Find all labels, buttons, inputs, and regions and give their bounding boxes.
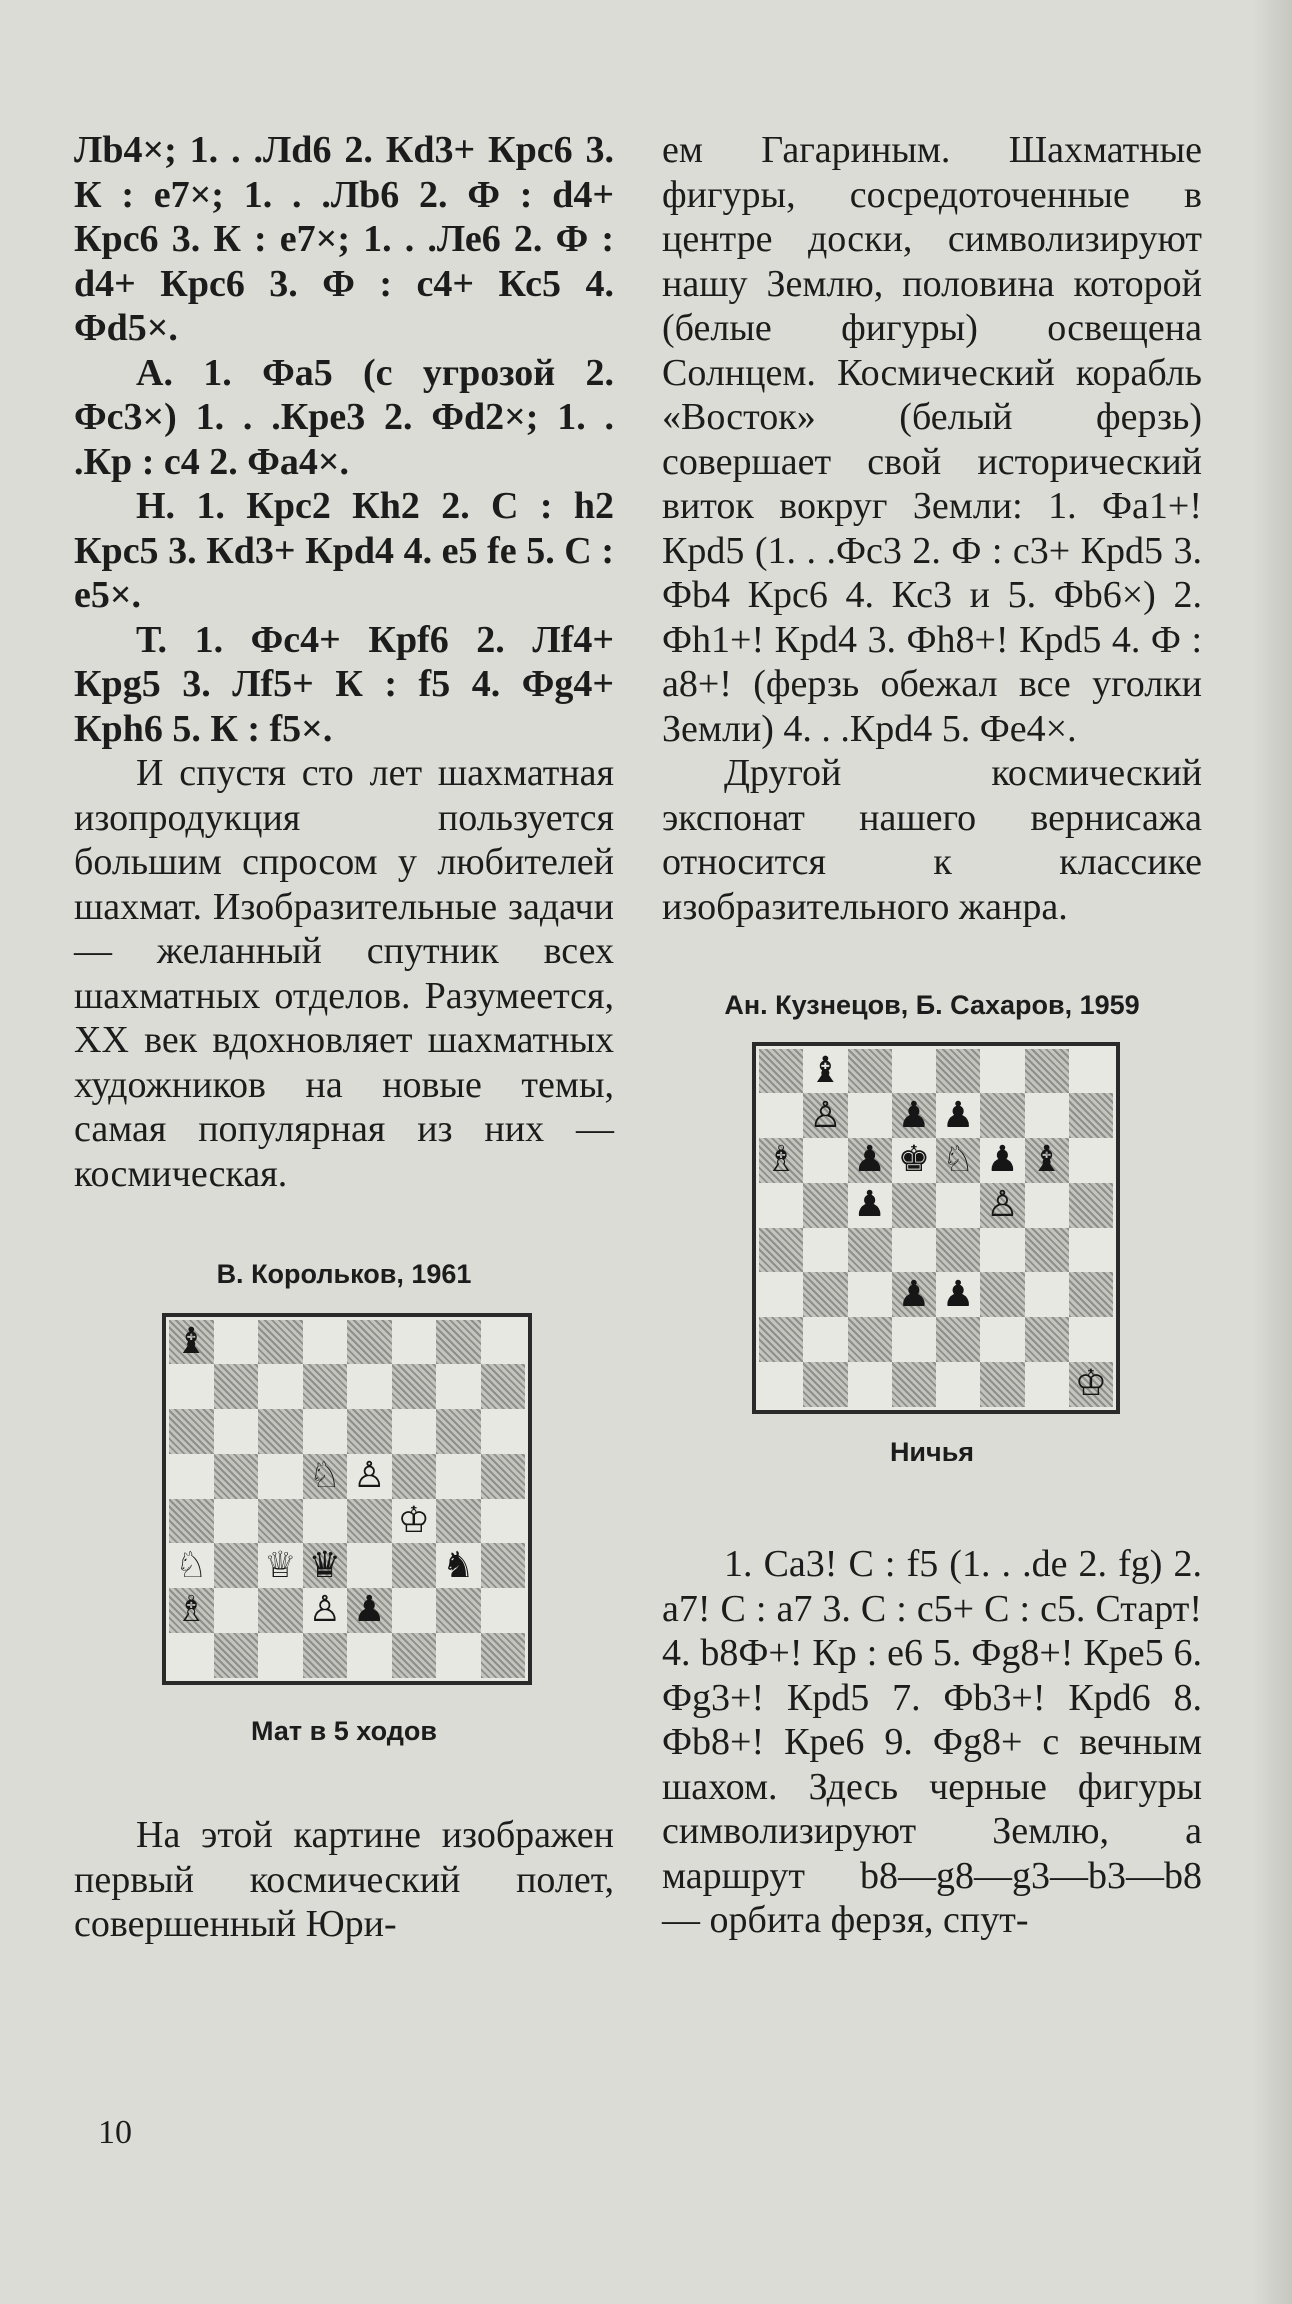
square-b5 [803,1183,847,1228]
square-g8 [436,1320,481,1365]
square-d3 [303,1543,348,1588]
square-a1 [759,1362,803,1407]
square-a5 [759,1183,803,1228]
diagram2-wrapper [662,1042,1202,1418]
paragraph-solution-t: Т. 1. Фс4+ Крf6 2. Лf4+ Крg5 3. Лf5+ К : f5 4. Фg4+ Крh6 5. К : f5×. [74,618,614,750]
square-h4 [1069,1228,1113,1273]
square-a7 [169,1364,214,1409]
paragraph-solution-n: Н. 1. Крс2 Кh2 2. С : h2 Крс5 3. Кd3+ Крd4 4. е5 fe 5. С : е5×. [74,485,614,616]
square-a4 [169,1499,214,1544]
paragraph-intro: И спустя сто лет шахматная изопродукция пользуется большим спросом у любителей шахмат. Изобразительные задачи — желанный спутник всех шахматных отделов. Разумеется, XX век вдохновляет шахматных художников на новые темы, самая популярная из них — космическая. [74,752,614,1195]
square-c4 [848,1228,892,1273]
white-bishop-icon: ♗ [175,1589,208,1631]
white-pawn-icon: ♙ [308,1589,341,1631]
square-f2 [980,1317,1024,1362]
square-b5 [214,1454,259,1499]
square-e6 [347,1409,392,1454]
black-knight-icon: ♞ [442,1544,475,1586]
square-c5 [258,1454,303,1499]
square-a3 [759,1272,803,1317]
square-h7 [481,1364,526,1409]
square-c8 [848,1049,892,1094]
square-h5 [1069,1183,1113,1228]
square-c8 [258,1320,303,1365]
square-d6 [303,1409,348,1454]
diagram2-caption: Ан. Кузнецов, Б. Сахаров, 1959 [724,990,1140,1020]
square-h4 [481,1499,526,1544]
square-a2 [169,1588,214,1633]
square-b1 [803,1362,847,1407]
paragraph-exhibit: Другой космический экспонат нашего вернисажа относится к классике изобразительного жанра. [662,752,1202,928]
white-king-icon: ♔ [1074,1363,1108,1405]
square-e4 [936,1228,980,1273]
square-a8 [169,1320,214,1365]
square-a5 [169,1454,214,1499]
square-e4 [347,1499,392,1544]
square-b3 [214,1543,259,1588]
paragraph-solution-2: 1. Са3! С : f5 (1. . .de 2. fg) 2. а7! С : а7 3. С : с5+ С : с5. Старт! 4. b8Ф+! Кр : е6 5. Фg8+! Кре5 6. Фg3+! Крd5 7. Фb3+! Крd6 8. Фb8+! Кре6 9. Фg8+ с вечным шахом. Здесь черные фигуры символизируют Землю, а маршрут b8—g8—g3—b3—b8 — орбита ферзя, спут- [662,1543,1202,1941]
white-bishop-icon: ♗ [764,1139,798,1181]
square-e3 [347,1543,392,1588]
square-g1 [1025,1362,1069,1407]
black-pawn-icon: ♟ [353,1589,386,1631]
square-g6 [436,1409,481,1454]
square-h8 [481,1320,526,1365]
square-b7 [803,1093,847,1138]
right-column [662,128,1202,1943]
square-g4 [436,1499,481,1544]
square-d4 [892,1228,936,1273]
square-d5 [892,1183,936,1228]
square-f7 [392,1364,437,1409]
square-a6 [759,1138,803,1183]
square-g5 [436,1454,481,1499]
square-d1 [892,1362,936,1407]
square-e8 [936,1049,980,1094]
diagram2-result: Ничья [889,1436,975,1467]
square-f2 [392,1588,437,1633]
black-pawn-icon: ♟ [941,1094,975,1136]
square-e5 [936,1183,980,1228]
square-d2 [892,1317,936,1362]
square-d4 [303,1499,348,1544]
square-g8 [1025,1049,1069,1094]
square-f6 [980,1138,1024,1183]
square-c2 [258,1588,303,1633]
square-c3 [258,1543,303,1588]
square-a3 [169,1543,214,1588]
square-a7 [759,1093,803,1138]
square-e1 [347,1633,392,1678]
chess-diagram-1 [162,1313,532,1685]
square-e6 [936,1138,980,1183]
square-c6 [848,1138,892,1183]
square-h1 [481,1633,526,1678]
square-g7 [436,1364,481,1409]
square-a8 [759,1049,803,1094]
square-d2 [303,1588,348,1633]
square-b7 [214,1364,259,1409]
square-d3 [892,1272,936,1317]
square-h6 [1069,1138,1113,1183]
paragraph-solution-b: Лb4×; 1. . .Лd6 2. Кd3+ Крс6 3. К : е7×; 1. . .Лb6 2. Ф : d4+ Крс6 3. К : е7×; 1. . .Ле6 2. Ф : d4+ Крс6 3. Ф : с4+ Кс5 4. Фd5×. [74,129,614,349]
black-bishop-icon: ♝ [1030,1139,1063,1181]
square-c7 [258,1364,303,1409]
square-a4 [759,1228,803,1273]
square-h3 [481,1543,526,1588]
square-h1 [1069,1362,1113,1407]
square-f6 [392,1409,437,1454]
square-b8 [214,1320,259,1365]
black-pawn-icon: ♟ [986,1139,1019,1181]
square-b2 [214,1588,259,1633]
square-f4 [392,1499,437,1544]
square-d8 [303,1320,348,1365]
white-king-icon: ♔ [397,1499,430,1541]
square-b4 [214,1499,259,1544]
white-knight-icon: ♘ [308,1455,341,1497]
black-pawn-icon: ♟ [897,1094,931,1136]
paragraph-gagarin: ем Гагариным. Шахматные фигуры, сосредоточенные в центре доски, символизируют нашу Землю, половина которой (белые фигуры) освещена Солнцем. Космический корабль «Восток» (белый ферзь) совершает свой исторический виток вокруг Земли: 1. Фа1+! Крd5 (1. . .Фс3 2. Ф : с3+ Крd5 3. Фb4 Крс6 4. Кс3 и 5. Фb6×) 2. Фh1+! Крd4 3. Фh8+! Крd5 4. Ф : а8+! (ферзь обежал все уголки Земли) 4. . .Крd4 5. Фе4×. [662,129,1202,750]
white-knight-icon: ♘ [941,1139,975,1181]
square-b2 [803,1317,847,1362]
diagram1-wrapper [74,1313,614,1701]
square-c3 [848,1272,892,1317]
square-g2 [1025,1317,1069,1362]
square-e7 [347,1364,392,1409]
square-h2 [1069,1317,1113,1362]
square-f8 [980,1049,1024,1094]
page-number: 10 [98,2114,132,2151]
square-f7 [980,1093,1024,1138]
square-c4 [258,1499,303,1544]
square-a6 [169,1409,214,1454]
square-b6 [214,1409,259,1454]
square-h5 [481,1454,526,1499]
white-pawn-icon: ♙ [353,1455,386,1497]
square-c1 [258,1633,303,1678]
diagram1-caption: В. Корольков, 1961 [216,1259,472,1289]
square-e7 [936,1093,980,1138]
square-e1 [936,1362,980,1407]
square-h6 [481,1409,526,1454]
square-g3 [1025,1272,1069,1317]
square-f1 [980,1362,1024,1407]
square-b4 [803,1228,847,1273]
square-c7 [848,1093,892,1138]
white-queen-icon: ♕ [264,1544,297,1586]
square-f8 [392,1320,437,1365]
square-b3 [803,1272,847,1317]
square-h3 [1069,1272,1113,1317]
paragraph-first-flight: На этой картине изображен первый космический полет, совершенный Юри- [74,1814,614,1945]
square-a2 [759,1317,803,1362]
paragraph-solution-a: А. 1. Фа5 (с угрозой 2. Фс3×) 1. . .Кре3 2. Фd2×; 1. . .Кр : с4 2. Фа4×. [74,351,614,483]
white-pawn-icon: ♙ [986,1184,1019,1226]
black-bishop-icon: ♝ [175,1320,208,1362]
square-f4 [980,1228,1024,1273]
square-d1 [303,1633,348,1678]
square-e8 [347,1320,392,1365]
square-e2 [347,1588,392,1633]
square-e3 [936,1272,980,1317]
square-f1 [392,1633,437,1678]
black-pawn-icon: ♟ [897,1273,931,1315]
chess-diagram-2 [752,1042,1120,1414]
square-c1 [848,1362,892,1407]
square-c6 [258,1409,303,1454]
square-g3 [436,1543,481,1588]
square-g1 [436,1633,481,1678]
square-c2 [848,1317,892,1362]
white-knight-icon: ♘ [175,1544,208,1586]
square-c5 [848,1183,892,1228]
square-d5 [303,1454,348,1499]
square-f3 [392,1543,437,1588]
page-edge-shadow [1252,0,1292,2304]
black-pawn-icon: ♟ [853,1139,886,1181]
square-g2 [436,1588,481,1633]
square-b8 [803,1049,847,1094]
square-f3 [980,1272,1024,1317]
black-queen-icon: ♛ [308,1544,341,1586]
square-d6 [892,1138,936,1183]
square-b6 [803,1138,847,1183]
square-g7 [1025,1093,1069,1138]
black-bishop-icon: ♝ [809,1049,842,1091]
square-d7 [892,1093,936,1138]
square-d8 [892,1049,936,1094]
square-f5 [980,1183,1024,1228]
black-pawn-icon: ♟ [941,1273,975,1315]
black-pawn-icon: ♟ [853,1184,886,1226]
square-a1 [169,1633,214,1678]
square-d7 [303,1364,348,1409]
square-b1 [214,1633,259,1678]
square-f5 [392,1454,437,1499]
square-g5 [1025,1183,1069,1228]
black-king-icon: ♚ [897,1139,931,1181]
square-h7 [1069,1093,1113,1138]
square-g4 [1025,1228,1069,1273]
square-e2 [936,1317,980,1362]
white-pawn-icon: ♙ [809,1094,842,1136]
square-g6 [1025,1138,1069,1183]
diagram1-stipulation: Мат в 5 ходов [251,1715,437,1746]
square-h8 [1069,1049,1113,1094]
square-h2 [481,1588,526,1633]
square-e5 [347,1454,392,1499]
left-column [74,128,614,1947]
